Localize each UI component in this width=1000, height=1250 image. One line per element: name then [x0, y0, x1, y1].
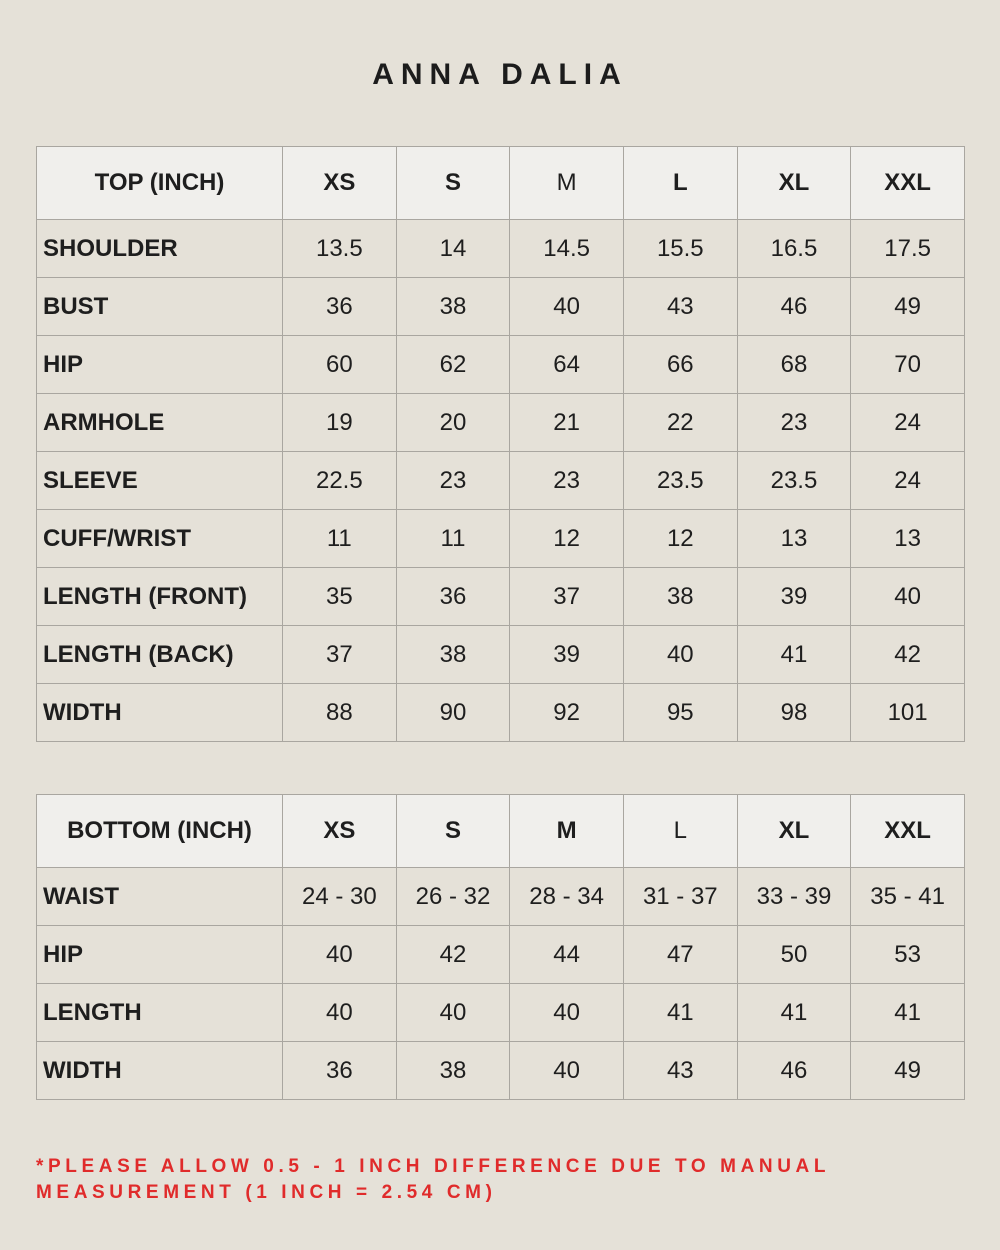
- table-row: [37, 1042, 965, 1100]
- table-cell: 16.5: [737, 220, 851, 278]
- table-cell: 36: [396, 568, 510, 626]
- size-header-xl: XL: [737, 147, 851, 220]
- table-cell: 60: [283, 336, 397, 394]
- table-cell: 14: [396, 220, 510, 278]
- table-cell: 15.5: [623, 220, 737, 278]
- table-cell: 40: [623, 626, 737, 684]
- size-header-s: S: [396, 147, 510, 220]
- table-cell: 14.5: [510, 220, 624, 278]
- table-cell: 23.5: [737, 452, 851, 510]
- table-cell: 62: [396, 336, 510, 394]
- table-cell: 39: [737, 568, 851, 626]
- table-cell: 28 - 34: [510, 868, 624, 926]
- measurement-note: [36, 1154, 936, 1206]
- table-cell: 42: [851, 626, 965, 684]
- table-cell: 41: [737, 626, 851, 684]
- table-cell: 53: [851, 926, 965, 984]
- bottom-size-table: [36, 794, 965, 1100]
- table-cell: 42: [396, 926, 510, 984]
- table-cell: 35 - 41: [851, 868, 965, 926]
- table-cell: 24: [851, 452, 965, 510]
- table-cell: 44: [510, 926, 624, 984]
- top-size-table: [36, 146, 965, 742]
- table-cell: 23: [396, 452, 510, 510]
- table-cell: 49: [851, 278, 965, 336]
- table-cell: 95: [623, 684, 737, 742]
- table-row: [37, 394, 965, 452]
- table-cell: 92: [510, 684, 624, 742]
- table-cell: 38: [396, 278, 510, 336]
- table-cell: 13.5: [283, 220, 397, 278]
- table-cell: 43: [623, 1042, 737, 1100]
- row-label: HIP: [37, 926, 283, 984]
- size-header-xxl: XXL: [851, 147, 965, 220]
- table-row: [37, 220, 965, 278]
- table-cell: 101: [851, 684, 965, 742]
- table-cell: 23: [737, 394, 851, 452]
- row-label: SLEEVE: [37, 452, 283, 510]
- table-row: [37, 626, 965, 684]
- table-row: [37, 984, 965, 1042]
- table-cell: 11: [283, 510, 397, 568]
- size-header-l: L: [623, 147, 737, 220]
- table-cell: 37: [510, 568, 624, 626]
- note-line-2: MEASUREMENT (1 INCH = 2.54 CM): [36, 1182, 497, 1203]
- row-label: WIDTH: [37, 684, 283, 742]
- table-cell: 19: [283, 394, 397, 452]
- table-cell: 88: [283, 684, 397, 742]
- row-label: LENGTH: [37, 984, 283, 1042]
- table-cell: 41: [623, 984, 737, 1042]
- table-cell: 47: [623, 926, 737, 984]
- table-cell: 22.5: [283, 452, 397, 510]
- table-cell: 90: [396, 684, 510, 742]
- table-cell: 23.5: [623, 452, 737, 510]
- table-cell: 26 - 32: [396, 868, 510, 926]
- table-cell: 21: [510, 394, 624, 452]
- table-cell: 98: [737, 684, 851, 742]
- size-header-xxl: XXL: [851, 795, 965, 868]
- top-header-row: [37, 147, 965, 220]
- table-cell: 50: [737, 926, 851, 984]
- table-cell: 17.5: [851, 220, 965, 278]
- table-cell: 40: [283, 926, 397, 984]
- table-cell: 20: [396, 394, 510, 452]
- table-cell: 38: [623, 568, 737, 626]
- table-cell: 35: [283, 568, 397, 626]
- size-header-s: S: [396, 795, 510, 868]
- table-cell: 43: [623, 278, 737, 336]
- table-cell: 13: [737, 510, 851, 568]
- row-label: LENGTH (BACK): [37, 626, 283, 684]
- table-cell: 46: [737, 1042, 851, 1100]
- table-cell: 40: [510, 278, 624, 336]
- table-cell: 13: [851, 510, 965, 568]
- size-header-xs: XS: [283, 795, 397, 868]
- row-label: LENGTH (FRONT): [37, 568, 283, 626]
- size-header-m: M: [510, 795, 624, 868]
- table-row: [37, 278, 965, 336]
- table-cell: 40: [510, 1042, 624, 1100]
- table-cell: 36: [283, 278, 397, 336]
- table-cell: 38: [396, 626, 510, 684]
- size-header-xl: XL: [737, 795, 851, 868]
- table-cell: 40: [851, 568, 965, 626]
- table-cell: 12: [510, 510, 624, 568]
- table-cell: 36: [283, 1042, 397, 1100]
- bottom-header-row: [37, 795, 965, 868]
- table-cell: 41: [737, 984, 851, 1042]
- row-label: ARMHOLE: [37, 394, 283, 452]
- top-header-title: TOP (INCH): [37, 147, 283, 220]
- table-cell: 38: [396, 1042, 510, 1100]
- table-cell: 22: [623, 394, 737, 452]
- note-line-1: *PLEASE ALLOW 0.5 - 1 INCH DIFFERENCE DUE TO MANUAL: [36, 1156, 831, 1177]
- row-label: CUFF/WRIST: [37, 510, 283, 568]
- table-row: [37, 452, 965, 510]
- row-label: BUST: [37, 278, 283, 336]
- table-cell: 41: [851, 984, 965, 1042]
- size-header-l: L: [623, 795, 737, 868]
- row-label: HIP: [37, 336, 283, 394]
- table-row: [37, 568, 965, 626]
- size-header-m: M: [510, 147, 624, 220]
- table-cell: 49: [851, 1042, 965, 1100]
- bottom-header-title: BOTTOM (INCH): [37, 795, 283, 868]
- table-cell: 12: [623, 510, 737, 568]
- table-cell: 40: [510, 984, 624, 1042]
- table-cell: 31 - 37: [623, 868, 737, 926]
- row-label: WIDTH: [37, 1042, 283, 1100]
- row-label: WAIST: [37, 868, 283, 926]
- table-row: [37, 684, 965, 742]
- table-row: [37, 926, 965, 984]
- table-cell: 70: [851, 336, 965, 394]
- table-cell: 23: [510, 452, 624, 510]
- table-cell: 40: [283, 984, 397, 1042]
- table-cell: 24: [851, 394, 965, 452]
- table-cell: 11: [396, 510, 510, 568]
- table-cell: 68: [737, 336, 851, 394]
- table-cell: 40: [396, 984, 510, 1042]
- table-cell: 66: [623, 336, 737, 394]
- size-header-xs: XS: [283, 147, 397, 220]
- brand-title: ANNA DALIA: [372, 58, 628, 91]
- row-label: SHOULDER: [37, 220, 283, 278]
- table-cell: 37: [283, 626, 397, 684]
- table-cell: 39: [510, 626, 624, 684]
- table-cell: 64: [510, 336, 624, 394]
- table-row: [37, 336, 965, 394]
- table-cell: 24 - 30: [283, 868, 397, 926]
- table-cell: 46: [737, 278, 851, 336]
- table-row: [37, 868, 965, 926]
- table-cell: 33 - 39: [737, 868, 851, 926]
- table-row: [37, 510, 965, 568]
